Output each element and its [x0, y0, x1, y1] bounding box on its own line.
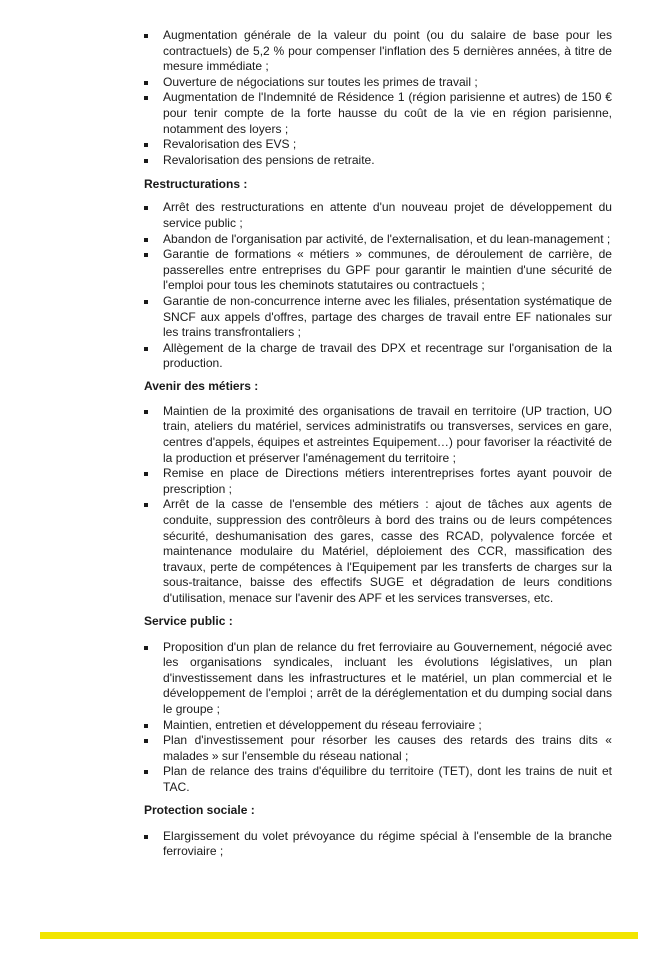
list-item: Proposition d'un plan de relance du fret ferroviaire au Gouvernement, négocié avec les organisations syndicales, incluant les évolutions législatives, un plan d'investissement dans les infrastructures et le matériel, un plan commercial et le développement de l'emploi ; arrêt de la déréglementation et du dumping social dans le groupe ;	[140, 640, 612, 718]
list-item: Ouverture de négociations sur toutes les primes de travail ;	[140, 75, 612, 91]
service-public-list	[140, 640, 612, 796]
bullet-icon	[144, 300, 148, 304]
list-item: Augmentation générale de la valeur du point (ou du salaire de base pour les contractuels) de 5,2 % pour compenser l'inflation des 5 dernières années, à titre de mesure immédiate ;	[140, 28, 612, 75]
bullet-icon	[144, 34, 148, 38]
section-heading-service-public: Service public :	[144, 613, 233, 628]
document-body	[140, 28, 612, 860]
list-item: Allègement de la charge de travail des DPX et recentrage sur l'organisation de la production.	[140, 341, 612, 372]
restructurations-list	[140, 200, 612, 372]
section-heading-restructurations: Restructurations :	[144, 177, 248, 192]
bullet-icon	[144, 724, 148, 728]
list-item: Remise en place de Directions métiers interentreprises fortes ayant pouvoir de prescription ;	[140, 466, 612, 497]
section-heading-protection-sociale: Protection sociale :	[144, 802, 255, 817]
list-item: Garantie de formations « métiers » communes, de déroulement de carrière, de passerelles entre entreprises du GPF pour garantir le maintien d'une sécurité de l'emploi pour tous les cheminots statutaires ou contractuels ;	[140, 247, 612, 294]
list-item: Garantie de non-concurrence interne avec les filiales, présentation systématique de SNCF aux appels d'offres, partage des charges de travail entre EF nationales sur les trains transfrontaliers ;	[140, 294, 612, 341]
bullet-icon	[144, 739, 148, 743]
list-item: Arrêt des restructurations en attente d'un nouveau projet de développement du service public ;	[140, 200, 612, 231]
footer-accent-bar	[40, 932, 638, 939]
bullet-icon	[144, 347, 148, 351]
avenir-metiers-list	[140, 404, 612, 607]
bullet-icon	[144, 770, 148, 774]
bullet-icon	[144, 835, 148, 839]
bullet-icon	[144, 96, 148, 100]
salaries-list	[140, 28, 612, 168]
bullet-icon	[144, 646, 148, 650]
list-item: Arrêt de la casse de l'ensemble des métiers : ajout de tâches aux agents de conduite, suppression des contrôleurs à bord des trains ou de leurs compétences sécurité, deshumanisation des gares, casse des RCAD, polyvalence forcée et maintenance modulaire du Matériel, déploiement des CCR, massification des travaux, perte de compétences à l'Equipement par les transferts de charges sur la sous-traitance, baisse des effectifs SUGE et dégradation de leurs conditions d'utilisation, menace sur l'avenir des APF et les services transverses, etc.	[140, 497, 612, 606]
list-item: Maintien, entretien et développement du réseau ferroviaire ;	[140, 718, 612, 734]
list-item: Abandon de l'organisation par activité, de l'externalisation, et du lean-management ;	[140, 232, 612, 248]
list-item: Maintien de la proximité des organisations de travail en territoire (UP traction, UO train, ateliers du matériel, services administratifs ou transverses, services en gare, centres d'appels, équipes et astreintes Equipement…) pour favoriser la réactivité de la production et préserver l'aménagement du territoire ;	[140, 404, 612, 466]
bullet-icon	[144, 238, 148, 242]
list-item: Plan d'investissement pour résorber les causes des retards des trains dits « malades » sur l'ensemble du réseau national ;	[140, 733, 612, 764]
bullet-icon	[144, 472, 148, 476]
bullet-icon	[144, 410, 148, 414]
bullet-icon	[144, 253, 148, 257]
bullet-icon	[144, 81, 148, 85]
list-item: Elargissement du volet prévoyance du régime spécial à l'ensemble de la branche ferroviaire ;	[140, 829, 612, 860]
bullet-icon	[144, 143, 148, 147]
list-item: Augmentation de l'Indemnité de Résidence 1 (région parisienne et autres) de 150 € pour tenir compte de la forte hausse du coût de la vie en région parisienne, notamment des loyers ;	[140, 90, 612, 137]
bullet-icon	[144, 503, 148, 507]
list-item: Revalorisation des pensions de retraite.	[140, 153, 612, 169]
section-heading-avenir-metiers: Avenir des métiers :	[144, 378, 259, 393]
list-item: Plan de relance des trains d'équilibre du territoire (TET), dont les trains de nuit et TAC.	[140, 764, 612, 795]
protection-sociale-list	[140, 829, 612, 860]
list-item: Revalorisation des EVS ;	[140, 137, 612, 153]
bullet-icon	[144, 159, 148, 163]
bullet-icon	[144, 206, 148, 210]
